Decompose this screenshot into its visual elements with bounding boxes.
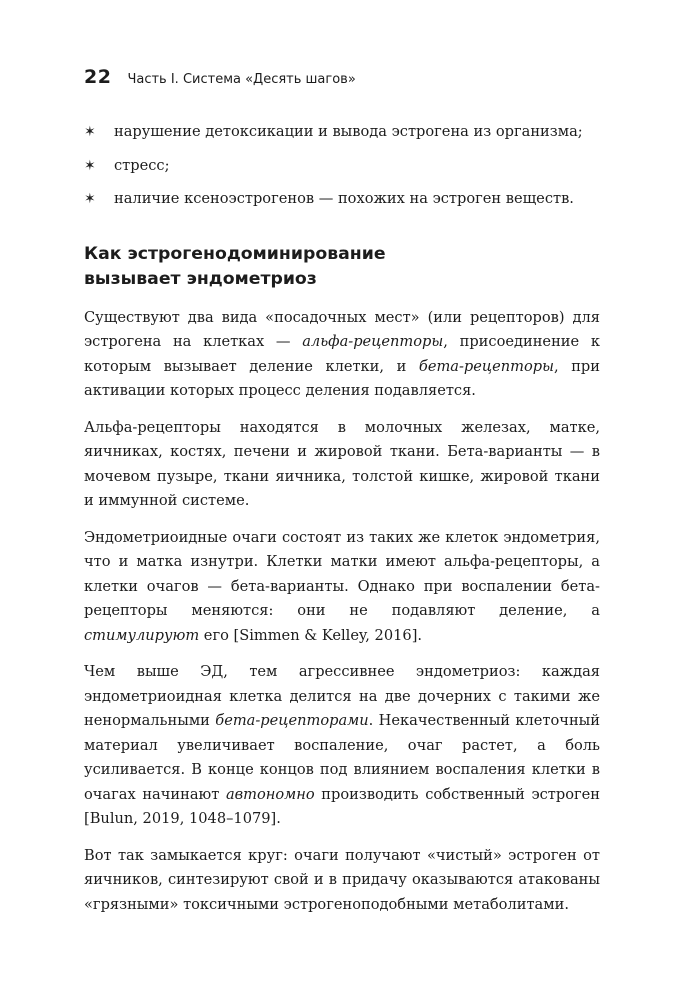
text-run: , при активации которых процесс деления подавляется. bbox=[84, 357, 600, 399]
italic-term: альфа-рецепторы bbox=[302, 333, 444, 350]
paragraph-receptor-locations: Альфа-рецепторы находятся в молочных железах, матке, яичниках, костях, печени и жировой ткани. Бета-варианты — в мочевом пузыре, ткани яичника, толстой кишке, жировой ткани и иммунной системе. bbox=[84, 418, 600, 509]
list-item-text: нарушение детоксикации и вывода эстрогена из организма; bbox=[114, 123, 583, 140]
italic-term: бета-рецепторы bbox=[418, 357, 554, 375]
bullet-list bbox=[84, 120, 600, 212]
list-item bbox=[84, 154, 600, 179]
asterisk-bullet-icon: ✶ bbox=[84, 191, 96, 207]
italic-term: стимулируют bbox=[84, 626, 200, 644]
section-heading: Как эстрогенодоминирование вызывает эндометриоз bbox=[84, 243, 386, 289]
asterisk-bullet-icon: ✶ bbox=[84, 157, 96, 174]
text-run: , присоединение к которым вызывает деление клетки, и bbox=[84, 333, 600, 375]
paragraph-endometrial-foci bbox=[84, 526, 600, 649]
paragraph-receptor-types bbox=[84, 306, 600, 404]
text-run: . Некачественный клеточный материал увеличивает воспаление, очаг растет, а боль усиливается. В конце концов под влиянием воспаления клетки в очагах начинают bbox=[84, 712, 601, 803]
asterisk-bullet-icon: ✶ bbox=[84, 124, 96, 140]
text-run: производить собственный эстроген [Bulun, 2019, 1048–1079]. bbox=[84, 785, 601, 827]
list-item bbox=[84, 187, 600, 212]
list-item-text: наличие ксеноэстрогенов — похожих на эстроген веществ. bbox=[114, 190, 574, 207]
paragraph-closed-circle: Вот так замыкается круг: очаги получают «чистый» эстроген от яичников, синтезируют свой и в придачу оказываются атакованы «грязными» токсичными эстрогеноподобными метаболитами. bbox=[84, 846, 600, 913]
list-item bbox=[84, 120, 600, 145]
text-run: Существуют два вида «посадочных мест» (или рецепторов) для эстрогена на клетках — bbox=[84, 308, 600, 350]
running-title: Часть I. Система «Десять шагов» bbox=[127, 72, 356, 87]
paragraph-ed-aggression bbox=[84, 660, 600, 832]
page-number: 22 bbox=[84, 66, 112, 88]
text-run: Чем выше ЭД, тем агрессивнее эндометриоз: каждая эндометриоидная клетка делится на две дочерних с такими же ненормальными bbox=[84, 663, 600, 729]
italic-term: автономно bbox=[225, 785, 315, 803]
running-header bbox=[84, 66, 356, 88]
main-text bbox=[84, 120, 600, 929]
italic-term: бета-рецепторами bbox=[215, 712, 369, 729]
text-run: его [Simmen & Kelley, 2016]. bbox=[199, 626, 423, 644]
list-item-text: стресс; bbox=[114, 156, 170, 174]
text-run: Эндометриоидные очаги состоят из таких же клеток эндометрия, что и матка изнутри. Клетки матки имеют альфа-рецепторы, а клетки очагов — бета-варианты. Однако при воспалении бета-рецепторы меняются: они не подавляют деление, а bbox=[84, 528, 600, 619]
